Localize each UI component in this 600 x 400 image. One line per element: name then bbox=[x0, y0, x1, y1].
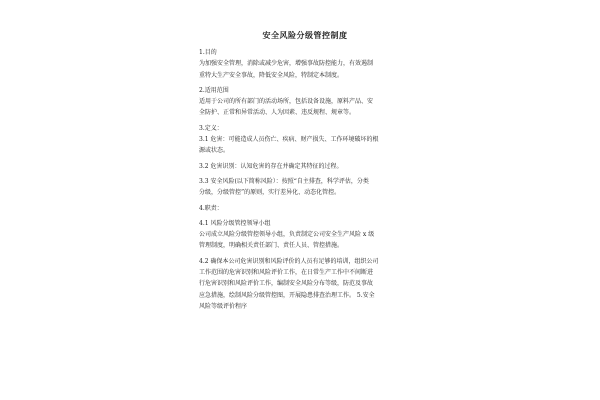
document-line: 应急措施，绘制风险分级管控图，开展隐患排查治理工作。 5.安全 bbox=[199, 291, 375, 299]
document-line: 4.2 确保本公司危害识别和风险评价的人员有足够的培训，组织公司 bbox=[199, 257, 379, 265]
document-line: 行危害识别和风险评价工作，编制安全风险分布等级，防范及事故 bbox=[199, 280, 374, 288]
document-page bbox=[199, 30, 411, 312]
document-line: 工作范围的危害识别和风险评价工作，在日常生产工作中不间断进 bbox=[199, 269, 374, 277]
document-body bbox=[199, 47, 411, 312]
document-line: 4.1 风险分级管控领导小组 bbox=[199, 219, 271, 227]
document-line: 全防护、正常和异常活动、人为因素、违反规程、规章等。 bbox=[199, 109, 356, 117]
document-line: 3.1 危害：可能造成人员伤亡、疾病、财产损失、工作环境破坏的根 bbox=[199, 136, 379, 144]
document-line: 3.3 安全风险(以下简称风险）：按照“自主排查，科学评估，分类 bbox=[199, 177, 369, 185]
document-line: 风险等级评价程序 bbox=[199, 302, 248, 310]
document-line: 源或状态。 bbox=[199, 147, 230, 155]
document-line: 适用于公司的所有部门的活动场所，包括设备设施，原料产品、安 bbox=[199, 98, 374, 106]
document-line: 管理制度，明确相关责任部门、责任人员、管控措施。 bbox=[199, 242, 344, 250]
document-line: 为加强安全管理，消除或减少危害，增强事故防控能力，有效遏制 bbox=[199, 60, 374, 68]
document-line: 1.目的 bbox=[199, 49, 217, 56]
document-line: 2.适用范围 bbox=[199, 86, 229, 94]
document-title: 安全风险分级管控制度 bbox=[262, 30, 348, 40]
document-line: 3.2 危害识别：认知危害的存在并确定其特征的过程。 bbox=[199, 162, 343, 170]
document-line: 分级，分级管控”的原则，实行差异化、动态化管控。 bbox=[199, 189, 341, 197]
document-line: 3.定义： bbox=[199, 124, 223, 132]
document-line: 重特大生产安全事故，降低安全风险，特制定本制度。 bbox=[199, 71, 344, 79]
document-line: 公司成立风险分级管控领导小组，负责制定公司安全生产风险 x 级 bbox=[199, 231, 375, 239]
document-line: 4.职责： bbox=[199, 204, 223, 212]
